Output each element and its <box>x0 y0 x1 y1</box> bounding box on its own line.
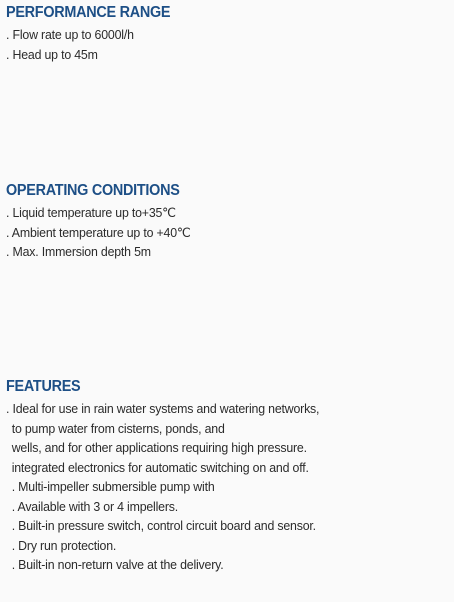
operating-item-immersion-depth: . Max. Immersion depth 5m <box>6 244 151 259</box>
operating-item-liquid-temperature: . Liquid temperature up to+35℃ <box>6 205 176 220</box>
operating-conditions-heading: OPERATING CONDITIONS <box>6 182 180 199</box>
features-item-impellers: . Available with 3 or 4 impellers. <box>11 498 179 514</box>
features-intro-line-3: wells, and for other applications requiring high pressure. <box>11 440 307 455</box>
operating-conditions-section <box>6 182 448 262</box>
performance-range-heading: PERFORMANCE RANGE <box>6 4 171 21</box>
features-item-multi-impeller: . Multi-impeller submersible pump with <box>11 479 215 494</box>
performance-range-section <box>6 4 448 64</box>
operating-item-ambient-temperature: . Ambient temperature up to +40℃ <box>6 224 191 240</box>
features-heading: FEATURES <box>6 378 81 395</box>
features-intro-line-2: to pump water from cisterns, ponds, and <box>11 420 225 436</box>
features-intro-line-4: integrated electronics for automatic switching on and off. <box>11 459 309 475</box>
features-item-dry-run: . Dry run protection. <box>11 537 117 553</box>
performance-item-head: . Head up to 45m <box>6 46 98 62</box>
features-item-pressure-switch: . Built-in pressure switch, control circuit board and sensor. <box>11 518 316 533</box>
features-section <box>6 378 448 575</box>
performance-item-flow-rate: . Flow rate up to 6000l/h <box>6 27 134 42</box>
features-item-non-return-valve: . Built-in non-return valve at the delivery. <box>11 557 224 572</box>
features-intro-line-1: . Ideal for use in rain water systems and watering networks, <box>6 401 320 416</box>
